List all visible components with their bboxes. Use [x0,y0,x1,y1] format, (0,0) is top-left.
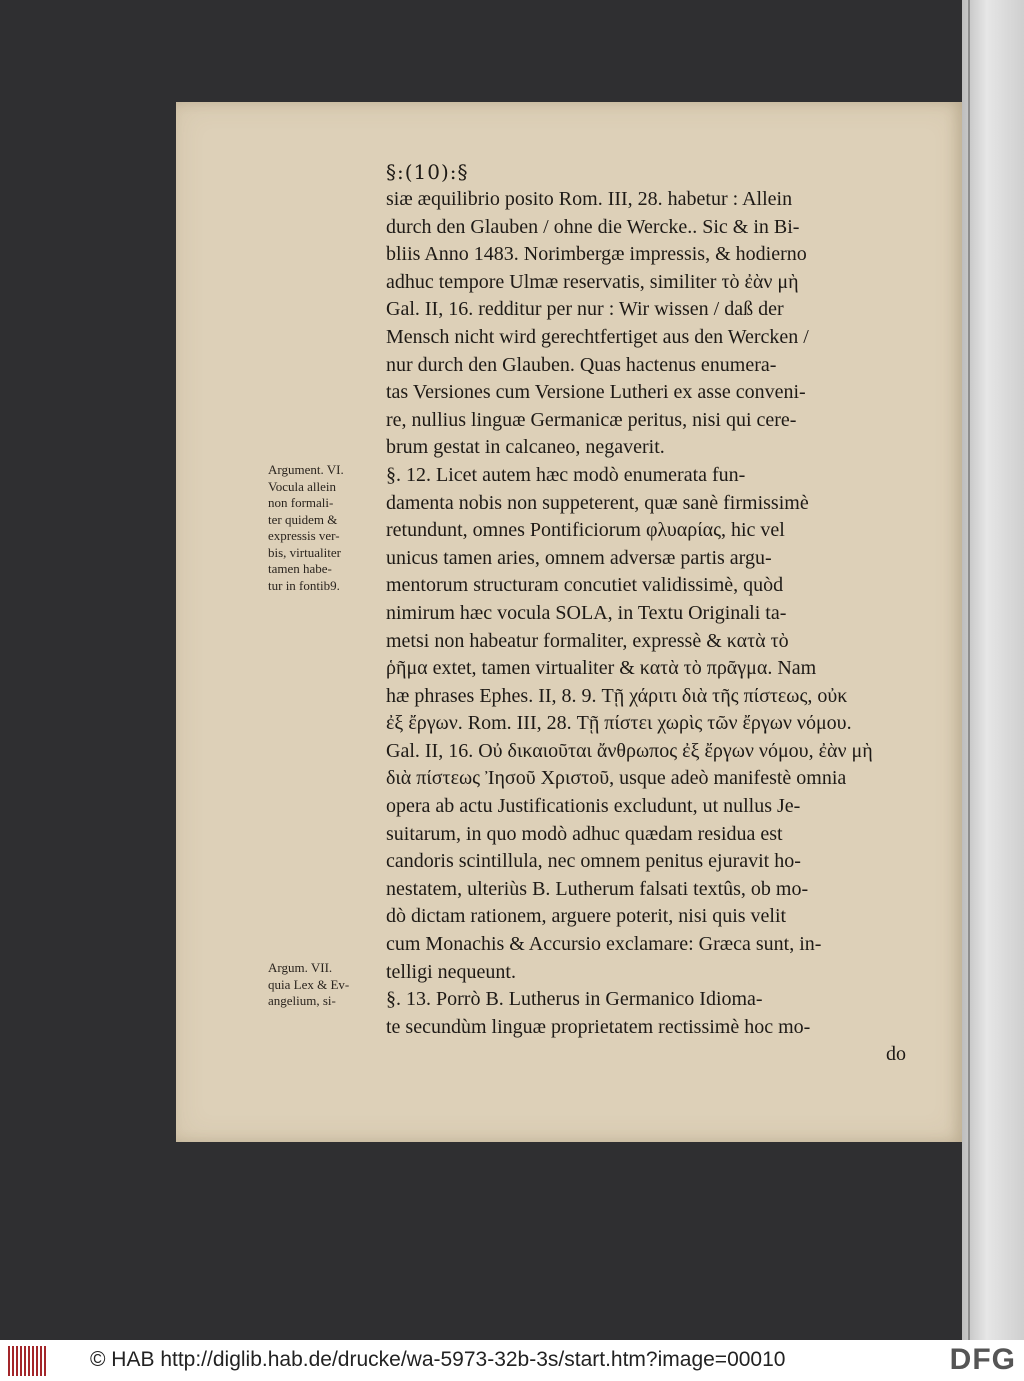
body-line: bliis Anno 1483. Norimbergæ impressis, & hodierno [386,243,807,266]
page-header: §:(10):§ [386,160,469,184]
body-line: nur durch den Glauben. Quas hactenus enumera- [386,353,777,376]
body-line: re, nullius linguæ Germanicæ peritus, nisi qui cere- [386,408,797,431]
margin-note-line: tamen habe- [268,561,332,576]
margin-note-line: Argument. VI. [268,462,344,477]
body-text [386,186,906,1069]
body-line: Mensch nicht wird gerechtfertiget aus den Wercken / [386,325,809,348]
section-12-line: telligi nequeunt. [386,960,516,983]
section-12-line: mentorum structuram concutiet validissimè, quòd [386,574,784,597]
margin-note-argument-7 [268,960,388,1010]
section-12-line: nestatem, ulteriùs B. Lutherum falsati textûs, ob mo- [386,877,809,900]
section-13-line: do [886,1043,906,1066]
copyright-link[interactable]: © HAB http://diglib.hab.de/drucke/wa-5973-32b-3s/start.htm?image=00010 [90,1348,786,1371]
spine-fold [968,0,970,1340]
body-line: adhuc tempore Ulmæ reservatis, similiter τὸ ἐὰν μὴ [386,270,799,293]
hab-logo-icon [8,1346,46,1376]
section-12-line: opera ab actu Justificationis excludunt, ut nullus Je- [386,795,801,818]
section-12-line: metsi non habeatur formaliter, expressè & κατὰ τὸ [386,629,789,652]
body-line: Gal. II, 16. redditur per nur : Wir wissen / daß der [386,298,784,321]
body-line: tas Versiones cum Versione Lutheri ex asse conveni- [386,381,806,404]
section-12-line: ἐξ ἔργων. Rom. III, 28. Τῇ πίστει χωρὶς τῶν ἔργων νόμου. [386,712,852,735]
section-12-line: hæ phrases Ephes. II, 8. 9. Τῇ χάριτι διὰ τῆς πίστεως, οὐκ [386,684,848,707]
dfg-logo: DFG [949,1343,1016,1376]
book-spine [962,0,1024,1340]
margin-note-argument-6 [268,462,388,594]
margin-note-line: non formali- [268,495,334,510]
section-12-line: Gal. II, 16. Οὐ δικαιοῦται ἄνθρωπος ἐξ ἔργων νόμου, ἐὰν μὴ [386,739,873,762]
section-12-line: cum Monachis & Accursio exclamare: Græca sunt, in- [386,933,822,956]
section-13-line: te secundùm linguæ proprietatem rectissimè hoc mo- [386,1015,811,1038]
margin-note-line: expressis ver- [268,528,340,543]
margin-note-line: Argum. VII. [268,960,333,975]
body-line: durch den Glauben / ohne die Wercke.. Sic & in Bi- [386,215,800,238]
section-12-line: ῥῆμα extet, tamen virtualiter & κατὰ τὸ πρᾶγμα. Nam [386,657,817,680]
margin-note-line: Vocula allein [268,478,336,494]
section-12-line: unicus tamen aries, omnem adversæ partis argu- [386,546,772,569]
margin-note-line: ter quidem & [268,511,338,527]
section-12-line: διὰ πίστεως Ἰησοῦ Χριστοῦ, usque adeò manifestè omnia [386,767,847,790]
viewer-footer [0,1340,1024,1381]
margin-note-line: angelium, si- [268,993,336,1008]
body-line: brum gestat in calcaneo, negaverit. [386,436,665,459]
section-12-line: suitarum, in quo modò adhuc quædam residua est [386,822,783,845]
section-12-line: nimirum hæc vocula SOLA, in Textu Originali ta- [386,601,787,624]
margin-note-line: bis, virtualiter [268,544,341,560]
margin-note-line: quia Lex & Ev- [268,976,350,992]
section-12-line: dò dictam rationem, arguere poterit, nisi quis velit [386,905,787,928]
section-12-line: candoris scintillula, nec omnem penitus ejuravit ho- [386,850,801,873]
section-12-line: damenta nobis non suppeterent, quæ sanè firmissimè [386,491,809,514]
section-12-line: §. 12. Licet autem hæc modò enumerata fun- [386,463,746,486]
section-12-line: retundunt, omnes Pontificiorum φλυαρίας, hic vel [386,519,785,542]
section-13-line: §. 13. Porrò B. Lutherus in Germanico Idioma- [386,988,763,1011]
margin-note-line: tur in fontib9. [268,577,340,593]
body-line: siæ æquilibrio posito Rom. III, 28. habetur : Allein [386,188,793,210]
